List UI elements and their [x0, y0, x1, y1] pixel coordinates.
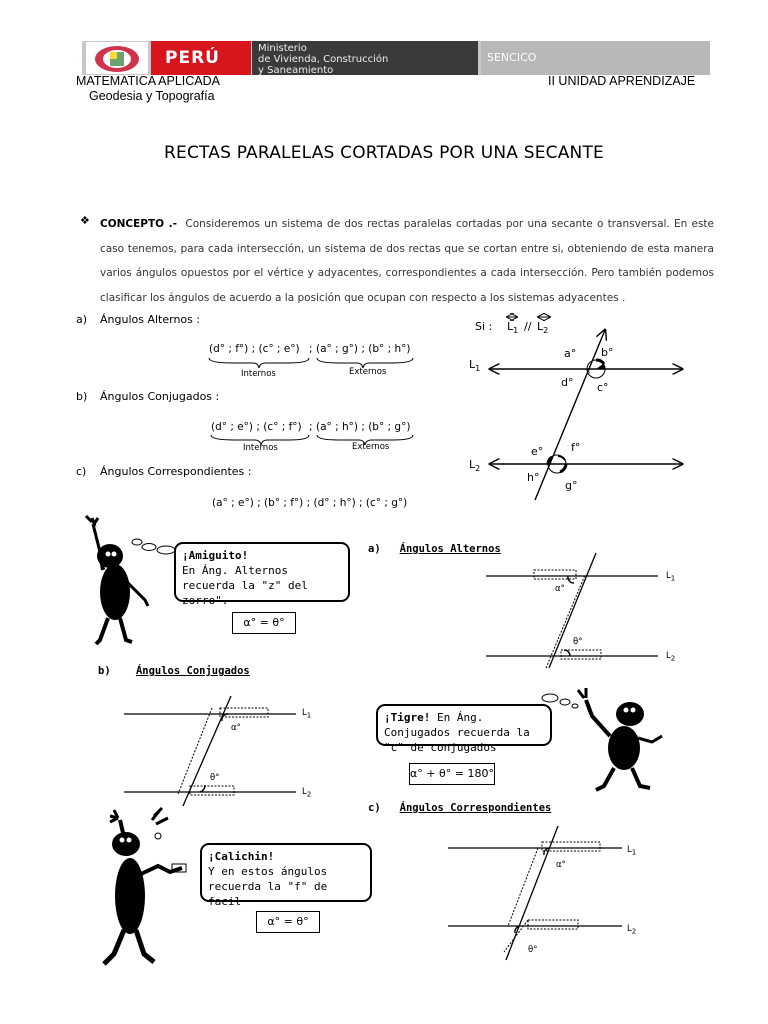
item-a-braces [205, 357, 420, 369]
tip-box-amiguito [174, 542, 350, 607]
diagram-l1-label: $L_1$ [507, 320, 519, 336]
item-a-sep: ; [309, 343, 313, 355]
alternos-L1: $L_1$ [666, 571, 676, 583]
correspondientes-L2: $L_2$ [627, 924, 637, 936]
alternos-alpha: α° [555, 584, 565, 594]
item-c-formula: (a° ; e°) ; (b° ; f°) ; (d° ; h°) ; (c° ; g°) [212, 497, 408, 509]
ministry-label: Ministerio de Vivienda, Construcción y Saneamiento [252, 41, 478, 75]
section-c: c) Ángulos Correspondientes [368, 802, 552, 814]
tip-box-tigre [376, 704, 552, 754]
tip-1-text: En Áng. Alternos recuerda la "z" del zorro". [182, 564, 308, 607]
tip-box-calichin [200, 843, 372, 908]
item-b-formula-right: (a° ; h°) ; (b° ; g°) [316, 421, 411, 433]
item-a-internos: Internos [241, 369, 276, 379]
correspondientes-alpha: α° [556, 860, 566, 870]
item-c-letter: c) [76, 465, 87, 478]
tip-2-text: En Áng. Conjugados recuerda la "c" de conjugados [384, 711, 530, 754]
diagram-correspondientes [446, 822, 646, 962]
cartoon-character-3 [96, 806, 206, 976]
item-a-letter: a) [76, 313, 88, 326]
section-b: b) Ángulos Conjugados [98, 665, 250, 677]
cartoon-character-1 [70, 512, 180, 652]
item-b-formula-left: (d° ; e°) ; (c° ; f°) [211, 421, 302, 433]
course-name: MATEMATICA APLICADA [76, 74, 221, 88]
alternos-theta: θ° [573, 637, 583, 647]
concepto-text: Consideremos un sistema de dos rectas paralelas cortadas por una secante o transversal. En este caso tenemos, para cada intersección, un sistema de dos rectas que se cortan entre si, obteniendo de esta manera varios ángulos opuestos por el vértice y adyacentes, correspondientes a cada intersección. Pero también podemos clasificar los ángulos de acuerdo a la posición que ocupan con respecto a los sistemas adyacentes . [100, 218, 714, 304]
item-b-internos: Internos [243, 443, 278, 453]
angle-f: f° [571, 441, 581, 454]
concepto-paragraph [100, 212, 714, 310]
item-a-externos: Externos [349, 367, 387, 377]
agency-label: SENCICO [481, 41, 710, 75]
brand-label: PERÚ [151, 41, 251, 75]
conjugados-L1: $L_1$ [302, 708, 312, 720]
tip-2-title: ¡Tigre! [384, 711, 431, 724]
diagram-line-L2: $L_2$ [469, 458, 481, 474]
diagram-line-L1: $L_1$ [469, 358, 481, 374]
item-b-braces [207, 434, 422, 446]
angle-c: c° [597, 381, 609, 394]
tip-1-title: ¡Amiguito! [182, 549, 249, 562]
angle-e: e° [531, 445, 544, 458]
item-a-formula-right: (a° ; g°) ; (b° ; h°) [316, 343, 411, 355]
angle-a: a° [564, 347, 577, 360]
angle-b: b° [601, 346, 614, 359]
angle-g: g° [565, 479, 578, 492]
item-b-sep: ; [309, 421, 313, 433]
correspondientes-theta: θ° [528, 945, 538, 955]
item-c-label: Ángulos Correspondientes : [100, 465, 252, 478]
bullet-diamond-icon: ❖ [80, 214, 90, 227]
alternos-L2: $L_2$ [666, 651, 676, 663]
diagram-parallel: // [524, 320, 532, 333]
tip-2-equation: α° + θ° = 180° [409, 763, 495, 785]
tip-3-equation: α° = θ° [256, 911, 320, 933]
cartoon-character-2 [540, 686, 670, 796]
page-title: RECTAS PARALELAS CORTADAS POR UNA SECANTE [163, 143, 604, 163]
tip-3-title: ¡Calichin! [208, 850, 275, 863]
conjugados-theta: θ° [210, 773, 220, 783]
item-a-formula-left: (d° ; f°) ; (c° ; e°) [209, 343, 300, 355]
tip-1-equation: α° = θ° [232, 612, 296, 634]
item-b-label: Ángulos Conjugados : [100, 390, 220, 403]
diagram-conjugados [120, 694, 320, 814]
item-b-externos: Externos [352, 442, 390, 452]
diagram-si: Si : [475, 320, 493, 333]
conjugados-L2: $L_2$ [302, 787, 312, 799]
unit-label: II UNIDAD APRENDIZAJE [548, 74, 696, 88]
diagram-alternos [486, 550, 686, 670]
coat-of-arms-logo [86, 42, 148, 74]
angle-d: d° [561, 376, 574, 389]
course-subtitle: Geodesia y Topografía [89, 89, 215, 103]
angle-h: h° [527, 471, 540, 484]
item-a-label: Ángulos Alternos : [100, 313, 201, 326]
parallel-lines-diagram [460, 312, 700, 502]
conjugados-alpha: α° [231, 723, 241, 733]
concepto-label: CONCEPTO .- [100, 218, 177, 230]
diagram-l2-label: $L_2$ [537, 320, 549, 336]
correspondientes-L1: $L_1$ [627, 845, 637, 857]
item-b-letter: b) [76, 390, 88, 403]
tip-3-text: Y en estos ángulos recuerda la "f" de facil [208, 865, 328, 908]
section-a: a) Ángulos Alternos [368, 543, 501, 555]
